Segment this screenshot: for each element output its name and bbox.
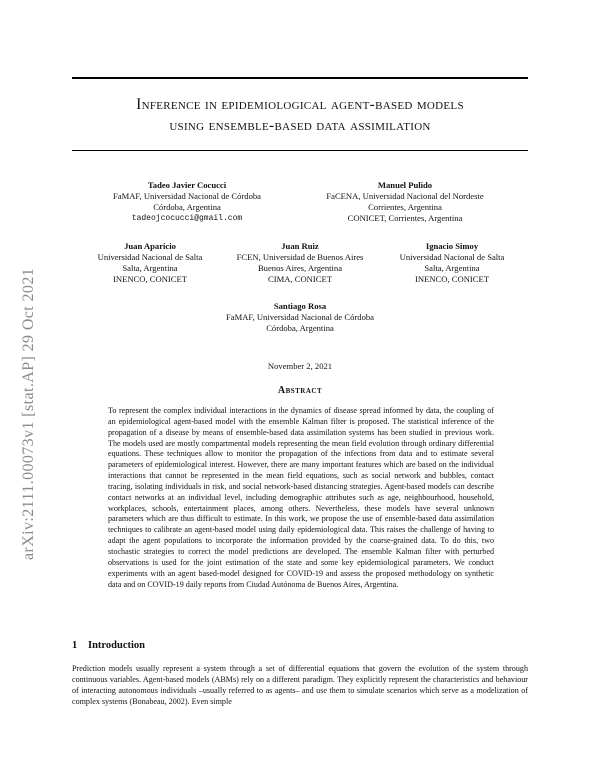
section-heading-introduction	[72, 640, 145, 651]
author-affiliation-line: Salta, Argentina	[424, 263, 480, 273]
section-title: Introduction	[88, 640, 145, 651]
author-affiliation-line: CIMA, CONICET	[268, 274, 332, 284]
author-affiliation-line: Salta, Argentina	[122, 263, 178, 273]
author-affiliation-line: FaMAF, Universidad Nacional de Córdoba	[112, 191, 261, 201]
introduction-body: Prediction models usually represent a system through a set of differential equations that govern the evolution of the system through continuous variables. Agent-based models (ABMs) rely on a different paradigm. They explicitly represent the characteristics and behaviour of interacting autonomous individuals –usually referred to as agents– and use them to simulate scenarios which serve as a modelization of complex systems (Bonabeau, 2002). Even simple	[72, 664, 528, 706]
author-affiliation-line: Corrientes, Argentina	[368, 202, 442, 212]
author-email[interactable]: tadeojcocucci@gmail.com	[131, 214, 243, 223]
author-name: Juan Ruiz	[281, 241, 319, 251]
author-affiliation-line: Buenos Aires, Argentina	[257, 263, 343, 273]
title-line-1: Inference in epidemiological agent-based models	[136, 96, 464, 113]
author-name: Manuel Pulido	[377, 180, 433, 190]
author-block-ruiz	[225, 241, 375, 285]
title-line-2: using ensemble-based data assimilation	[169, 117, 431, 134]
author-affiliation-line: Córdoba, Argentina	[153, 202, 221, 212]
paper-date: November 2, 2021	[267, 361, 333, 371]
author-affiliation-line: Universidad Nacional de Salta	[97, 252, 203, 262]
author-affiliation-line: FaMAF, Universidad Nacional de Córdoba	[225, 312, 374, 322]
author-block-cocucci	[92, 180, 282, 224]
author-affiliation-line: FCEN, Universidad de Buenos Aires	[236, 252, 364, 262]
author-affiliation-line: Córdoba, Argentina	[266, 323, 334, 333]
author-affiliation-line: Universidad Nacional de Salta	[399, 252, 505, 262]
author-name: Juan Aparicio	[124, 241, 176, 251]
author-affiliation-line: INENCO, CONICET	[113, 274, 187, 284]
title-rule-bottom	[72, 150, 528, 151]
author-block-pulido	[305, 180, 505, 224]
author-affiliation-line: CONICET, Corrientes, Argentina	[347, 213, 463, 223]
author-affiliation-line: FaCENA, Universidad Nacional del Nordeste	[326, 191, 484, 201]
title-rule-top	[72, 77, 528, 79]
section-number: 1	[72, 640, 78, 651]
author-block-simoy	[382, 241, 522, 285]
paper-title	[72, 94, 528, 136]
author-affiliation-line: INENCO, CONICET	[415, 274, 489, 284]
author-name: Tadeo Javier Cocucci	[147, 180, 227, 190]
abstract-heading: Abstract	[277, 385, 323, 396]
arxiv-identifier: arXiv:2111.00073v1 [stat.AP] 29 Oct 2021	[20, 267, 37, 560]
abstract-body: To represent the complex individual interactions in the dynamics of disease spread informed by data, the coupling of an epidemiological agent-based model with the ensemble Kalman filter is proposed. The statistical inference of the propagation of a disease by means of ensemble-based data assimilation systems has been studied in previous work. The models used are mostly compartmental models representing the mean field evolution through ordinary differential equations. These techniques allow to monitor the propagation of the infections from data and to estimate several parameters of epidemiological interest. However, there are many important features which are based on the individual interactions that cannot be represented in the mean field equations, such as social network and bubbles, contact tracing, isolating individuals in risk, and social network-based distancing strategies. Agent-based models can describe contact networks at an individual level, including demographic attributes such as age, neighbourhood, household, workplaces, schools, entertainment places, among others. Nevertheless, these models have several unknown parameters which are thus difficult to estimate. In this work, we propose the use of ensemble-based data assimilation techniques to calibrate an agent-based model using daily epidemiological data. This raises the challenge of having to adapt the agent populations to incorporate the information provided by the coarse-grained data. To do this, two stochastic strategies to correct the model predictions are developed. The ensemble Kalman filter with perturbed observations is used for the joint estimation of the state and some key epidemiological parameters. We conduct experiments with an agent based-model designed for COVID-19 and assess the proposed methodology on synthetic data and on COVID-19 daily reports from Ciudad Autónoma de Buenos Aires, Argentina.	[108, 406, 494, 589]
author-block-rosa	[200, 301, 400, 334]
author-block-aparicio	[80, 241, 220, 285]
author-name: Ignacio Simoy	[425, 241, 479, 251]
author-name: Santiago Rosa	[273, 301, 327, 311]
